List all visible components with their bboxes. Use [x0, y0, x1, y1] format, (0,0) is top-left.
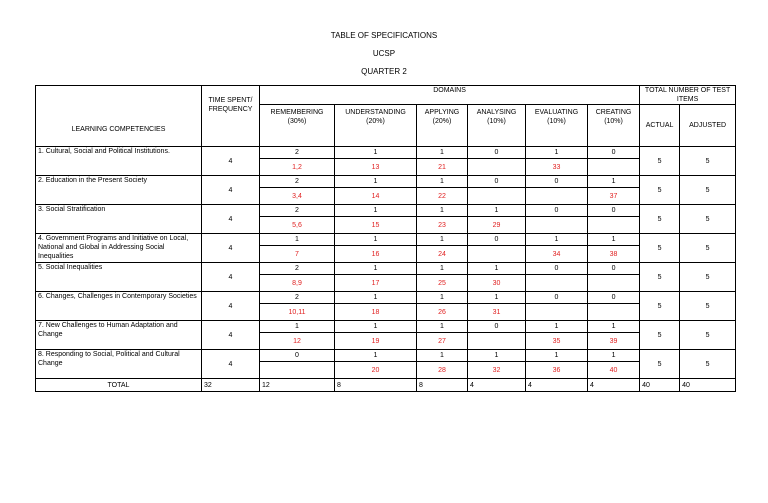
item-numbers — [468, 188, 526, 205]
item-numbers: 8,9 — [260, 275, 335, 292]
time-spent-value: 4 — [202, 350, 260, 379]
domain-count: 2 — [260, 292, 335, 304]
actual-total: 5 — [640, 292, 680, 321]
adjusted-total: 5 — [680, 147, 736, 176]
header-actual: ACTUAL — [640, 105, 680, 147]
item-numbers: 29 — [468, 217, 526, 234]
item-numbers — [468, 333, 526, 350]
item-numbers: 40 — [588, 362, 640, 379]
domain-count: 0 — [526, 205, 588, 217]
total-domain-count: 8 — [417, 379, 468, 392]
table-row — [36, 292, 736, 304]
domain-count: 1 — [526, 147, 588, 159]
domain-count: 1 — [417, 321, 468, 333]
item-numbers — [526, 275, 588, 292]
domain-count: 1 — [335, 234, 417, 246]
item-numbers: 32 — [468, 362, 526, 379]
header-time-spent: TIME SPENT/ FREQUENCY — [202, 86, 260, 147]
domain-count: 1 — [417, 234, 468, 246]
total-domain-count: 8 — [335, 379, 417, 392]
domain-count: 0 — [526, 292, 588, 304]
item-numbers: 23 — [417, 217, 468, 234]
domain-count: 1 — [417, 263, 468, 275]
header-remembering: REMEMBERING (30%) — [260, 105, 335, 147]
header-adjusted: ADJUSTED — [680, 105, 736, 147]
item-numbers — [526, 188, 588, 205]
item-numbers: 17 — [335, 275, 417, 292]
table-row — [36, 205, 736, 217]
total-time: 32 — [202, 379, 260, 392]
domain-count: 1 — [588, 176, 640, 188]
item-numbers: 33 — [526, 159, 588, 176]
domain-count: 1 — [335, 350, 417, 362]
competency-label: 8. Responding to Social, Political and Cultural Change — [36, 350, 202, 379]
document-quarter: QUARTER 2 — [361, 67, 407, 76]
domain-count: 1 — [588, 350, 640, 362]
domain-count: 0 — [468, 234, 526, 246]
domain-count: 1 — [468, 292, 526, 304]
header-analysing: ANALYSING (10%) — [468, 105, 526, 147]
header-domains: DOMAINS — [260, 86, 640, 105]
item-numbers — [526, 217, 588, 234]
time-spent-value: 4 — [202, 147, 260, 176]
domain-count: 1 — [417, 205, 468, 217]
domain-count: 1 — [335, 292, 417, 304]
domain-count: 1 — [335, 205, 417, 217]
total-domain-count: 4 — [526, 379, 588, 392]
header-understanding: UNDERSTANDING (20%) — [335, 105, 417, 147]
item-numbers — [468, 159, 526, 176]
total-domain-count: 4 — [588, 379, 640, 392]
header-learning-competencies: LEARNING COMPETENCIES — [36, 86, 202, 147]
item-numbers: 10,11 — [260, 304, 335, 321]
item-numbers — [468, 246, 526, 263]
competency-label: 3. Social Stratification — [36, 205, 202, 234]
item-numbers: 1,2 — [260, 159, 335, 176]
competency-label: 7. New Challenges to Human Adaptation and Change — [36, 321, 202, 350]
item-numbers: 14 — [335, 188, 417, 205]
actual-total: 5 — [640, 176, 680, 205]
table-row — [36, 176, 736, 188]
domain-count: 2 — [260, 147, 335, 159]
domain-count: 0 — [468, 147, 526, 159]
domain-count: 2 — [260, 176, 335, 188]
item-numbers: 7 — [260, 246, 335, 263]
document-title: TABLE OF SPECIFICATIONS — [330, 31, 438, 40]
adjusted-total: 5 — [680, 350, 736, 379]
competency-label: 6. Changes, Challenges in Contemporary Societies — [36, 292, 202, 321]
total-label: TOTAL — [36, 379, 202, 392]
table-row — [36, 321, 736, 333]
domain-count: 1 — [588, 234, 640, 246]
time-spent-value: 4 — [202, 205, 260, 234]
domain-count: 1 — [526, 350, 588, 362]
table-row — [36, 147, 736, 159]
item-numbers: 27 — [417, 333, 468, 350]
domain-count: 1 — [260, 321, 335, 333]
item-numbers: 12 — [260, 333, 335, 350]
time-spent-value: 4 — [202, 321, 260, 350]
header-creating: CREATING (10%) — [588, 105, 640, 147]
total-row — [36, 379, 736, 392]
domain-count: 1 — [526, 234, 588, 246]
domain-count: 2 — [260, 205, 335, 217]
item-numbers: 22 — [417, 188, 468, 205]
domain-count: 1 — [468, 350, 526, 362]
domain-count: 0 — [468, 176, 526, 188]
total-domain-count: 12 — [260, 379, 335, 392]
item-numbers — [588, 217, 640, 234]
time-spent-value: 4 — [202, 263, 260, 292]
domain-count: 0 — [260, 350, 335, 362]
adjusted-total: 5 — [680, 176, 736, 205]
total-actual: 40 — [640, 379, 680, 392]
item-numbers: 18 — [335, 304, 417, 321]
domain-count: 0 — [588, 205, 640, 217]
actual-total: 5 — [640, 234, 680, 263]
domain-count: 1 — [526, 321, 588, 333]
header-applying: APPLYING (20%) — [417, 105, 468, 147]
actual-total: 5 — [640, 147, 680, 176]
adjusted-total: 5 — [680, 321, 736, 350]
domain-count: 0 — [526, 176, 588, 188]
domain-count: 0 — [588, 263, 640, 275]
domain-count: 1 — [417, 176, 468, 188]
competency-label: 2. Education in the Present Society — [36, 176, 202, 205]
item-numbers — [588, 159, 640, 176]
domain-count: 2 — [260, 263, 335, 275]
actual-total: 5 — [640, 205, 680, 234]
document-subject: UCSP — [372, 49, 396, 58]
table-row — [36, 350, 736, 362]
item-numbers — [588, 304, 640, 321]
adjusted-total: 5 — [680, 292, 736, 321]
item-numbers: 37 — [588, 188, 640, 205]
domain-count: 1 — [468, 205, 526, 217]
specifications-table — [35, 85, 736, 392]
domain-count: 0 — [526, 263, 588, 275]
competency-label: 5. Social Inequalities — [36, 263, 202, 292]
total-adjusted: 40 — [680, 379, 736, 392]
header-total-items: TOTAL NUMBER OF TEST ITEMS — [640, 86, 736, 105]
time-spent-value: 4 — [202, 234, 260, 263]
domain-count: 1 — [588, 321, 640, 333]
item-numbers: 3,4 — [260, 188, 335, 205]
item-numbers: 38 — [588, 246, 640, 263]
table-row — [36, 234, 736, 246]
time-spent-value: 4 — [202, 292, 260, 321]
domain-count: 1 — [260, 234, 335, 246]
item-numbers — [588, 275, 640, 292]
adjusted-total: 5 — [680, 263, 736, 292]
competency-label: 1. Cultural, Social and Political Institutions. — [36, 147, 202, 176]
item-numbers: 39 — [588, 333, 640, 350]
actual-total: 5 — [640, 321, 680, 350]
item-numbers: 31 — [468, 304, 526, 321]
item-numbers: 36 — [526, 362, 588, 379]
item-numbers — [526, 304, 588, 321]
item-numbers — [260, 362, 335, 379]
domain-count: 1 — [417, 147, 468, 159]
table-row — [36, 263, 736, 275]
item-numbers: 19 — [335, 333, 417, 350]
item-numbers: 34 — [526, 246, 588, 263]
item-numbers: 20 — [335, 362, 417, 379]
adjusted-total: 5 — [680, 234, 736, 263]
item-numbers: 16 — [335, 246, 417, 263]
total-domain-count: 4 — [468, 379, 526, 392]
item-numbers: 26 — [417, 304, 468, 321]
item-numbers: 30 — [468, 275, 526, 292]
domain-count: 0 — [468, 321, 526, 333]
domain-count: 1 — [417, 350, 468, 362]
item-numbers: 25 — [417, 275, 468, 292]
item-numbers: 5,6 — [260, 217, 335, 234]
actual-total: 5 — [640, 350, 680, 379]
domain-count: 1 — [335, 176, 417, 188]
domain-count: 0 — [588, 292, 640, 304]
item-numbers: 24 — [417, 246, 468, 263]
domain-count: 1 — [335, 321, 417, 333]
item-numbers: 35 — [526, 333, 588, 350]
domain-count: 1 — [468, 263, 526, 275]
item-numbers: 21 — [417, 159, 468, 176]
domain-count: 0 — [588, 147, 640, 159]
competency-label: 4. Government Programs and Initiative on Local, National and Global in Addressing Social Inequalities — [36, 234, 202, 263]
actual-total: 5 — [640, 263, 680, 292]
item-numbers: 28 — [417, 362, 468, 379]
domain-count: 1 — [335, 263, 417, 275]
header-evaluating: EVALUATING (10%) — [526, 105, 588, 147]
domain-count: 1 — [417, 292, 468, 304]
adjusted-total: 5 — [680, 205, 736, 234]
time-spent-value: 4 — [202, 176, 260, 205]
domain-count: 1 — [335, 147, 417, 159]
item-numbers: 15 — [335, 217, 417, 234]
item-numbers: 13 — [335, 159, 417, 176]
